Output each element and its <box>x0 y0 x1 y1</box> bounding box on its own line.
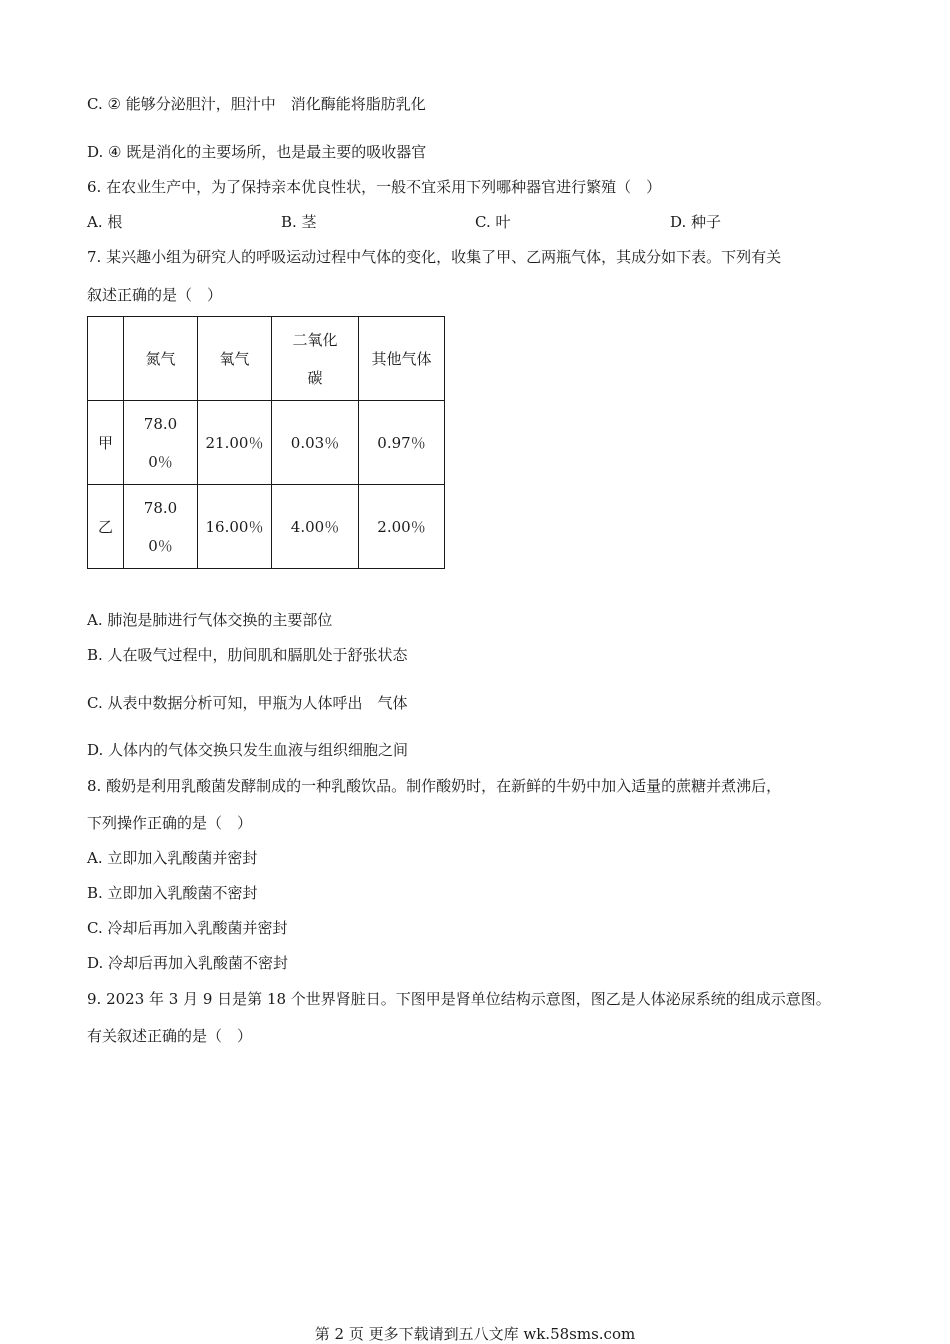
q6-option-b: B. 茎 <box>281 213 317 231</box>
q8-option-d: D. 冷却后再加入乳酸菌不密封 <box>87 954 289 972</box>
q5-option-c: C. ② 能够分泌胆汁，胆汁中 消化酶能将脂肪乳化 <box>87 95 426 113</box>
q7-option-a: A. 肺泡是肺进行气体交换的主要部位 <box>87 611 333 629</box>
table-cell: 甲 <box>88 401 124 485</box>
q7-option-c: C. 从表中数据分析可知，甲瓶为人体呼出 气体 <box>87 694 408 712</box>
table-cell: 21.00％ <box>198 401 272 485</box>
q9-stem-line2: 有关叙述正确的是（ ） <box>87 1027 253 1045</box>
q5-option-d: D. ④ 既是消化的主要场所，也是最主要的吸收器官 <box>87 143 427 161</box>
table-header-cell: 其他气体 <box>359 317 445 401</box>
table-header-row <box>88 317 445 401</box>
table-header-cell: 二氧化碳 <box>272 317 359 401</box>
table-cell: 2.00％ <box>359 485 445 569</box>
table-cell: 乙 <box>88 485 124 569</box>
q8-stem-line2: 下列操作正确的是（ ） <box>87 814 253 832</box>
table-row <box>88 401 445 485</box>
q8-option-b: B. 立即加入乳酸菌不密封 <box>87 884 258 902</box>
q7-stem-line1: 7. 某兴趣小组为研究人的呼吸运动过程中气体的变化，收集了甲、乙两瓶气体，其成分如下表。下列有关 <box>87 248 782 266</box>
q7-stem-line2: 叙述正确的是（ ） <box>87 286 223 304</box>
table-cell: 0.97％ <box>359 401 445 485</box>
q8-option-a: A. 立即加入乳酸菌并密封 <box>87 849 258 867</box>
q6-stem: 6. 在农业生产中，为了保持亲本优良性状，一般不宜采用下列哪种器官进行繁殖（ ） <box>87 178 662 196</box>
page-footer: 第 2 页 更多下载请到五八文库 wk.58sms.com <box>314 1325 636 1343</box>
q6-option-a: A. 根 <box>87 213 123 231</box>
table-cell: 4.00％ <box>272 485 359 569</box>
q6-option-c: C. 叶 <box>475 213 511 231</box>
table-header-cell <box>88 317 124 401</box>
q6-option-d: D. 种子 <box>670 213 722 231</box>
table-cell: 16.00％ <box>198 485 272 569</box>
q9-stem-line1: 9. 2023 年 3 月 9 日是第 18 个世界肾脏日。下图甲是肾单位结构示意图，图乙是人体泌尿系统的组成示意图。 <box>87 990 831 1008</box>
table-header-cell: 氧气 <box>198 317 272 401</box>
table-cell: 0.03％ <box>272 401 359 485</box>
q7-option-d: D. 人体内的气体交换只发生血液与组织细胞之间 <box>87 741 409 759</box>
table-row <box>88 485 445 569</box>
table-header-cell: 氮气 <box>124 317 198 401</box>
q7-option-b: B. 人在吸气过程中，肋间肌和膈肌处于舒张状态 <box>87 646 408 664</box>
table-cell: 78.00％ <box>124 401 198 485</box>
q8-stem-line1: 8. 酸奶是利用乳酸菌发酵制成的一种乳酸饮品。制作酸奶时，在新鲜的牛奶中加入适量的蔗糖并煮沸后， <box>87 777 782 795</box>
q8-option-c: C. 冷却后再加入乳酸菌并密封 <box>87 919 288 937</box>
table-cell: 78.00％ <box>124 485 198 569</box>
gas-composition-table <box>87 316 445 569</box>
